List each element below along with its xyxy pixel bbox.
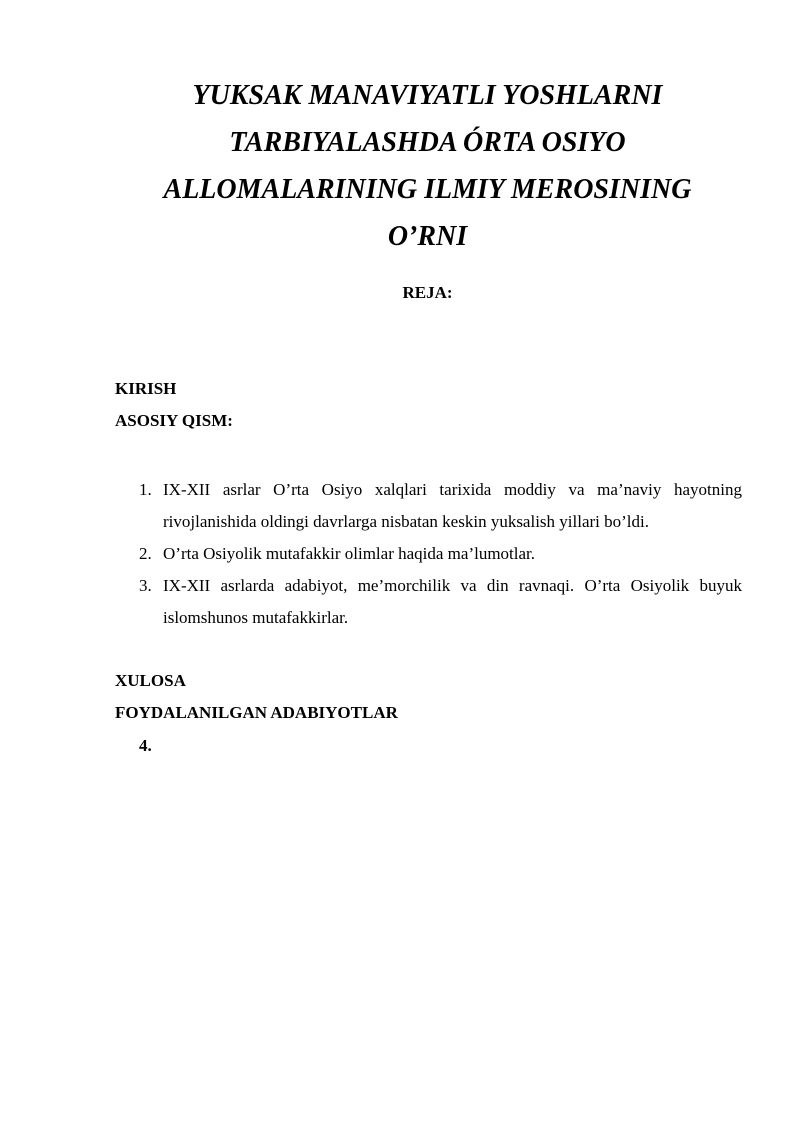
title-line-1: YUKSAK MANAVIYATLI YOSHLARNI bbox=[192, 80, 663, 111]
title-line-2: TARBIYALASHDA ÓRTA OSIYO bbox=[229, 127, 626, 158]
plan-heading: REJA: bbox=[402, 283, 453, 302]
conclusion-heading: XULOSA bbox=[115, 671, 186, 690]
main-part-heading: ASOSIY QISM: bbox=[115, 411, 233, 430]
plan-list bbox=[115, 474, 742, 634]
plan-item-1 bbox=[115, 474, 742, 538]
plan-item-2 bbox=[115, 538, 742, 570]
plan-item-text: O’rta Osiyolik mutafakkir olimlar haqida ma’lumotlar. bbox=[163, 544, 536, 563]
title-line-3: ALLOMALARINING ILMIY MEROSINING bbox=[163, 174, 692, 205]
plan-item-number: 2. bbox=[139, 544, 152, 563]
plan-item-number: 1. bbox=[139, 480, 152, 499]
plan-item-text: IX-XII asrlar O’rta Osiyo xalqlari tarixida moddiy va ma’naviy hayotning rivojlanishida oldingi davrlarga nisbatan keskin yuksalish yillari bo’ldi. bbox=[163, 480, 742, 531]
plan-item-number: 3. bbox=[139, 576, 152, 595]
trailing-list-number: 4. bbox=[139, 736, 152, 755]
document-title bbox=[115, 72, 740, 260]
intro-heading: KIRISH bbox=[115, 379, 177, 398]
title-line-4: O’RNI bbox=[387, 221, 468, 252]
plan-item-text: IX-XII asrlarda adabiyot, me’morchilik va din ravnaqi. O’rta Osiyolik buyuk islomshunos mutafakkirlar. bbox=[163, 576, 742, 627]
references-heading: FOYDALANILGAN ADABIYOTLAR bbox=[115, 703, 398, 722]
plan-item-3 bbox=[115, 570, 742, 634]
